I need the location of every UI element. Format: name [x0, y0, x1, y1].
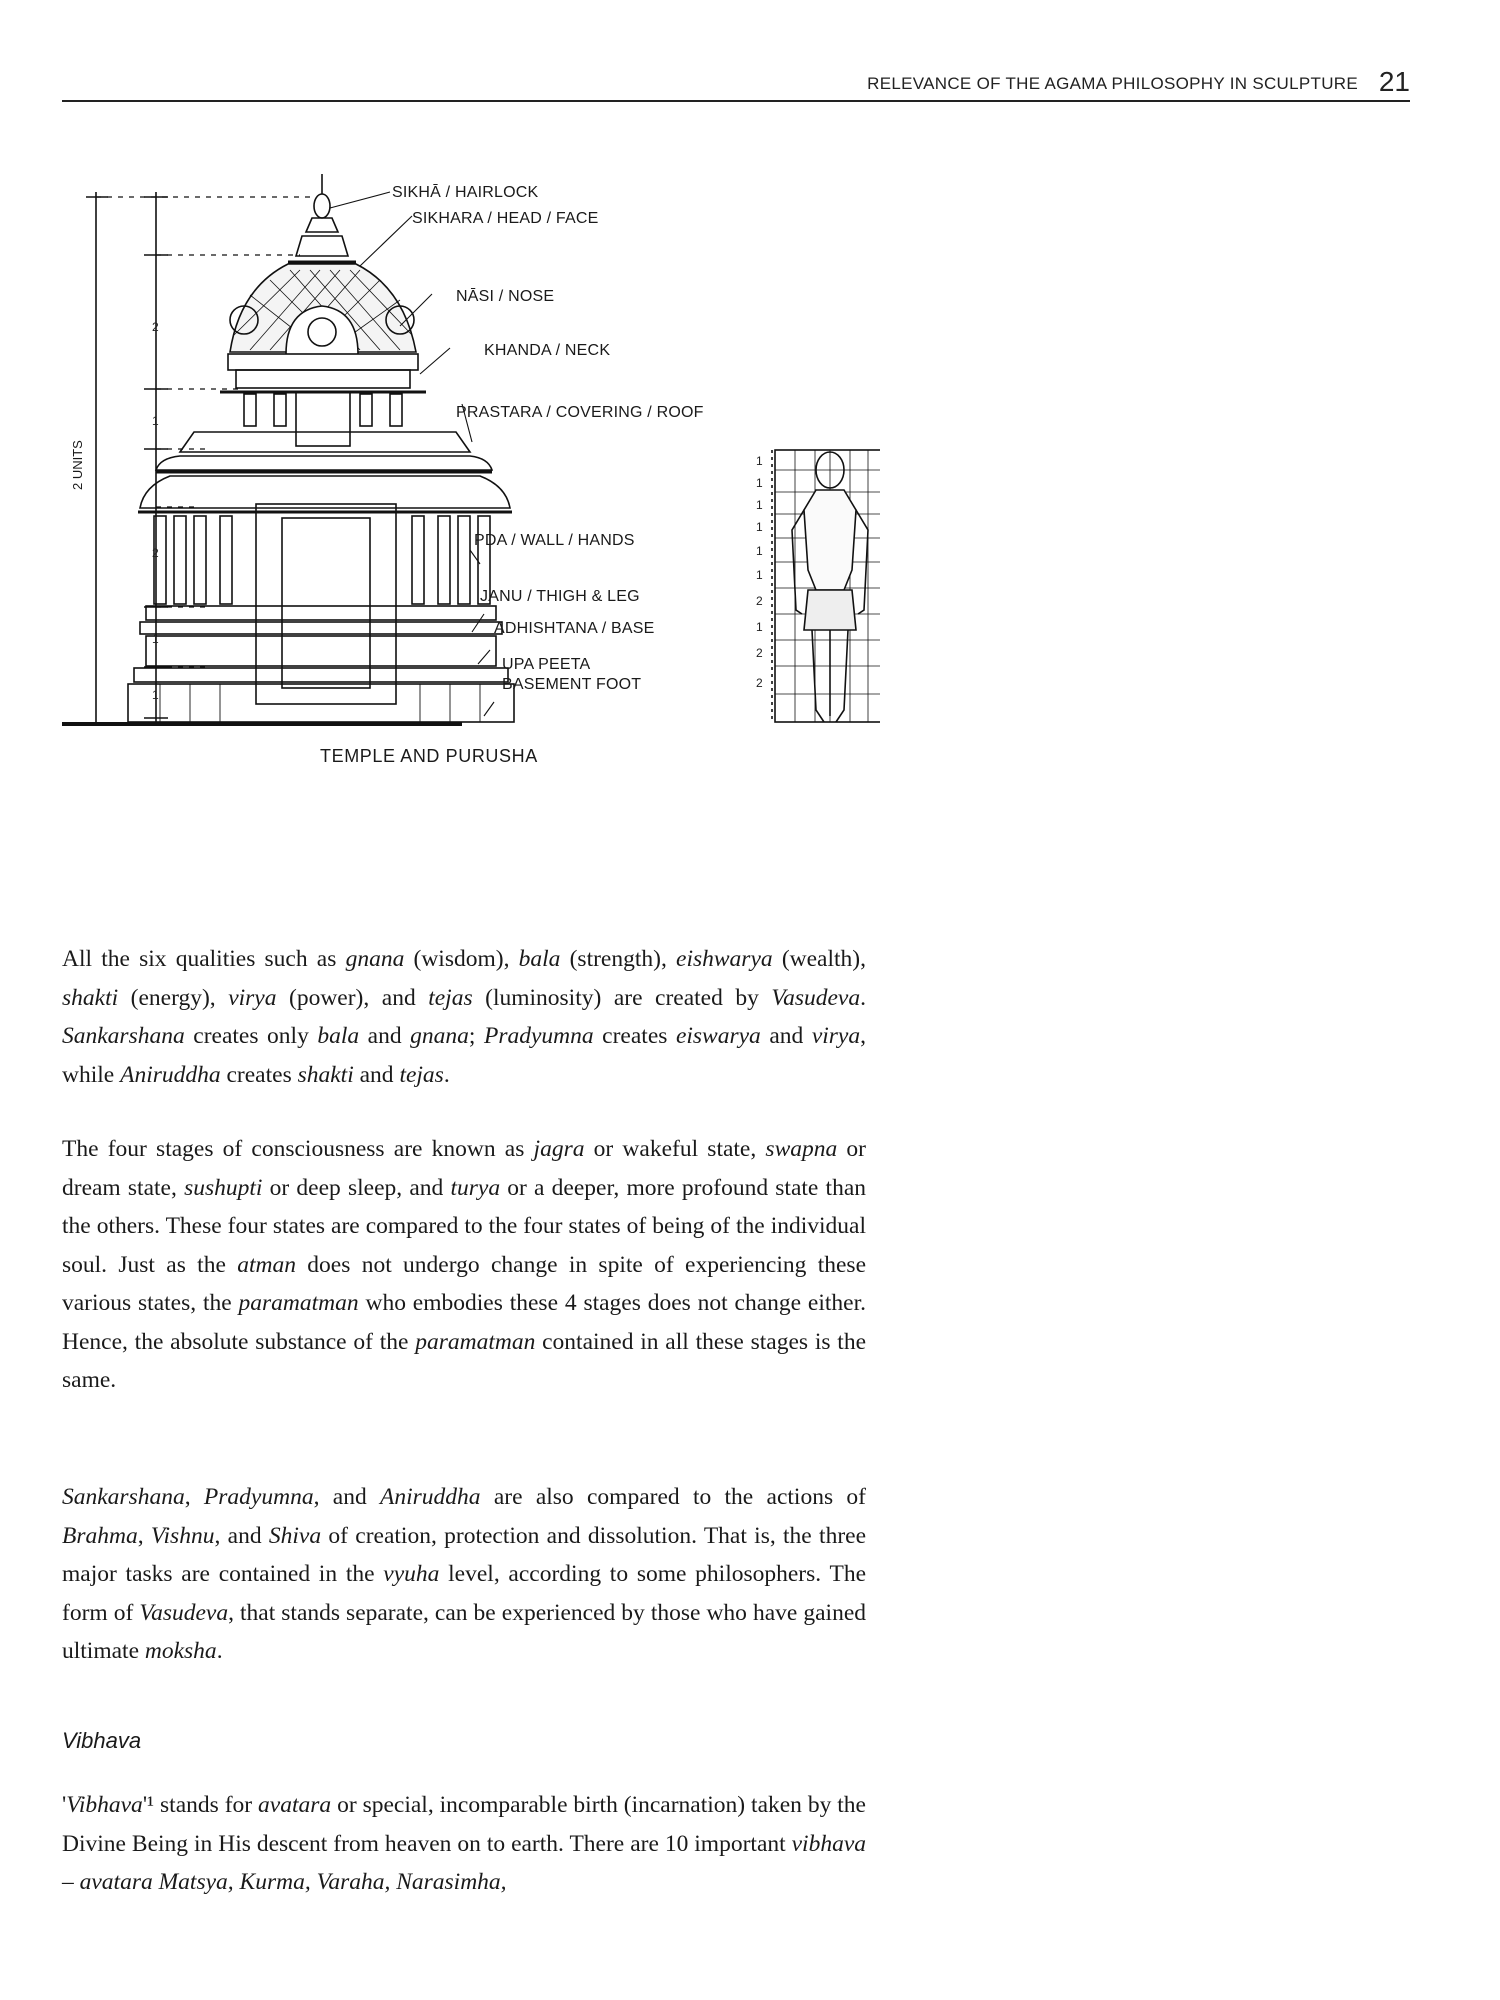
italic-term: Pradyumna	[483, 1023, 594, 1049]
label-upa-peeta: UPA PEETA	[502, 656, 591, 673]
text-run: (wisdom),	[404, 946, 519, 972]
text-run: and	[359, 1023, 411, 1049]
label-prastara: PRASTARA / COVERING / ROOF	[456, 404, 704, 421]
italic-term: bala	[317, 1023, 360, 1049]
right-scale-unit: 1	[756, 568, 763, 582]
italic-term: jagra	[533, 1136, 585, 1162]
text-run: and	[353, 1061, 400, 1088]
text-run: or dream state,	[62, 1136, 867, 1201]
text-run: '	[62, 1792, 67, 1818]
italic-term: moksha	[144, 1638, 217, 1664]
right-scale-unit: 1	[756, 498, 763, 512]
italic-term: Vasudeva	[139, 1599, 229, 1626]
text-run: ,	[137, 1522, 151, 1549]
left-scale-unit: 1	[152, 632, 159, 646]
label-nasi: NĀSI / NOSE	[456, 288, 555, 305]
italic-term: paramatman	[238, 1290, 359, 1316]
text-run: level, according to some philosophers. The form of	[62, 1561, 866, 1626]
right-scale-unit: 2	[756, 594, 763, 608]
label-khanda: KHANDA / NECK	[484, 342, 611, 359]
text-run: (energy),	[118, 984, 229, 1011]
text-run: or special, incomparable birth (incarnation) taken by the Divine Being in His descent from heaven on to earth. There are 10 important	[62, 1792, 866, 1857]
right-scale-unit: 2	[756, 646, 763, 660]
text-run: .	[443, 1061, 450, 1088]
italic-term: turya	[450, 1174, 501, 1201]
italic-term: Shiva	[268, 1522, 322, 1549]
italic-term: vyuha	[383, 1561, 440, 1587]
text-run: creates only	[184, 1023, 318, 1049]
page-number: 21	[1378, 66, 1410, 97]
paragraph-qualities	[62, 940, 866, 1094]
text-run: (strength),	[560, 946, 677, 972]
text-run: does not undergo change in spite of experiencing these various states, the	[62, 1251, 867, 1316]
italic-term: gnana	[410, 1023, 469, 1049]
italic-term: Brahma	[62, 1522, 138, 1549]
italic-term: gnana	[345, 946, 405, 972]
text-run: (wealth),	[772, 946, 866, 972]
italic-term: Vasudeva	[771, 984, 861, 1011]
italic-term: sushupti	[184, 1174, 263, 1201]
subheading-vibhava: Vibhava	[62, 1728, 142, 1753]
italic-term: Aniruddha	[120, 1061, 221, 1088]
right-scale-unit: 1	[756, 476, 763, 490]
running-title: RELEVANCE OF THE AGAMA PHILOSOPHY IN SCULPTURE	[867, 74, 1358, 93]
text-run: contained in all these stages is the same.	[62, 1328, 866, 1393]
text-run: .	[860, 984, 866, 1011]
text-run: creates	[593, 1023, 676, 1049]
italic-term: virya	[228, 984, 277, 1011]
text-run: , and	[313, 1484, 380, 1510]
temple-purusha-figure	[60, 170, 880, 740]
right-scale-unit: 1	[756, 520, 763, 534]
italic-term: eishwarya	[676, 946, 773, 972]
italic-term: shakti	[297, 1061, 354, 1088]
left-scale-unit: 1	[152, 688, 159, 702]
text-run: The four stages of consciousness are known as	[62, 1136, 534, 1162]
italic-term: Pradyumna	[203, 1484, 314, 1510]
italic-term: Sankarshana	[62, 1484, 185, 1510]
text-run: of creation, protection and dissolution. That is, the three major tasks are contained in the	[62, 1522, 867, 1587]
left-scale-unit: 1	[152, 414, 159, 428]
text-run: .	[216, 1638, 223, 1664]
text-run: creates	[220, 1061, 298, 1088]
label-sikha: SIKHĀ / HAIRLOCK	[392, 184, 539, 201]
text-run: (power), and	[276, 984, 429, 1011]
italic-term: tejas	[428, 984, 473, 1011]
text-run: who embodies these 4 stages does not change either. Hence, the absolute substance of the	[62, 1290, 866, 1355]
running-head	[62, 66, 1410, 102]
text-run: , that stands separate, can be experienced by those who have gained ultimate	[62, 1599, 866, 1664]
text-run: , while	[62, 1023, 866, 1088]
text-run: or a deeper, more profound state than the others. These four states are compared to the four states of being of the individual soul. Just as the	[62, 1174, 867, 1278]
italic-term: atman	[237, 1251, 296, 1278]
paragraph-vibhava	[62, 1786, 866, 1902]
label-adhishtana: ADHISHTANA / BASE	[494, 620, 655, 637]
italic-term: eiswarya	[675, 1023, 761, 1049]
right-scale-unit: 1	[756, 620, 763, 634]
text-run: , and	[214, 1522, 269, 1549]
text-run: ,	[184, 1484, 204, 1510]
left-scale-unit: 2	[152, 546, 159, 560]
text-run: or deep sleep, and	[262, 1174, 451, 1201]
italic-term: Aniruddha	[380, 1484, 481, 1510]
italic-term: Sankarshana	[62, 1023, 185, 1049]
italic-term: avatara	[258, 1792, 332, 1818]
italic-term: shakti	[62, 984, 119, 1011]
italic-term: swapna	[765, 1136, 838, 1162]
units-label: 2 UNITS	[70, 440, 85, 490]
text-run: ;	[468, 1023, 484, 1049]
italic-term: Vibhava	[66, 1792, 143, 1818]
left-scale-unit: 2	[152, 320, 159, 334]
label-sikhara: SIKHARA / HEAD / FACE	[412, 210, 599, 227]
label-janu: JANU / THIGH & LEG	[480, 588, 640, 605]
label-basement-foot: BASEMENT FOOT	[502, 676, 642, 693]
right-scale-unit: 1	[756, 454, 763, 468]
text-run: or wakeful state,	[584, 1136, 766, 1162]
text-run: and	[760, 1023, 812, 1049]
italic-term: bala	[518, 946, 561, 972]
paragraph-vyuha	[62, 1478, 866, 1671]
italic-term: Vishnu	[150, 1522, 215, 1549]
figure-caption: TEMPLE AND PURUSHA	[320, 746, 538, 766]
text-run: '¹ stands for	[142, 1792, 259, 1818]
text-run: (luminosity) are created by	[472, 984, 772, 1011]
italic-term: paramatman	[415, 1328, 536, 1355]
text-run: All the six qualities such as	[62, 946, 346, 972]
label-pda: PDA / WALL / HANDS	[474, 532, 635, 549]
right-scale-unit: 1	[756, 544, 763, 558]
italic-term: vibhava – avatara Matsya, Kurma, Varaha, Narasimha,	[62, 1830, 866, 1895]
italic-term: virya	[811, 1023, 861, 1049]
paragraph-consciousness	[62, 1130, 866, 1400]
text-run: are also compared to the actions of	[480, 1484, 866, 1510]
italic-term: tejas	[399, 1061, 444, 1088]
right-scale-unit: 2	[756, 676, 763, 690]
